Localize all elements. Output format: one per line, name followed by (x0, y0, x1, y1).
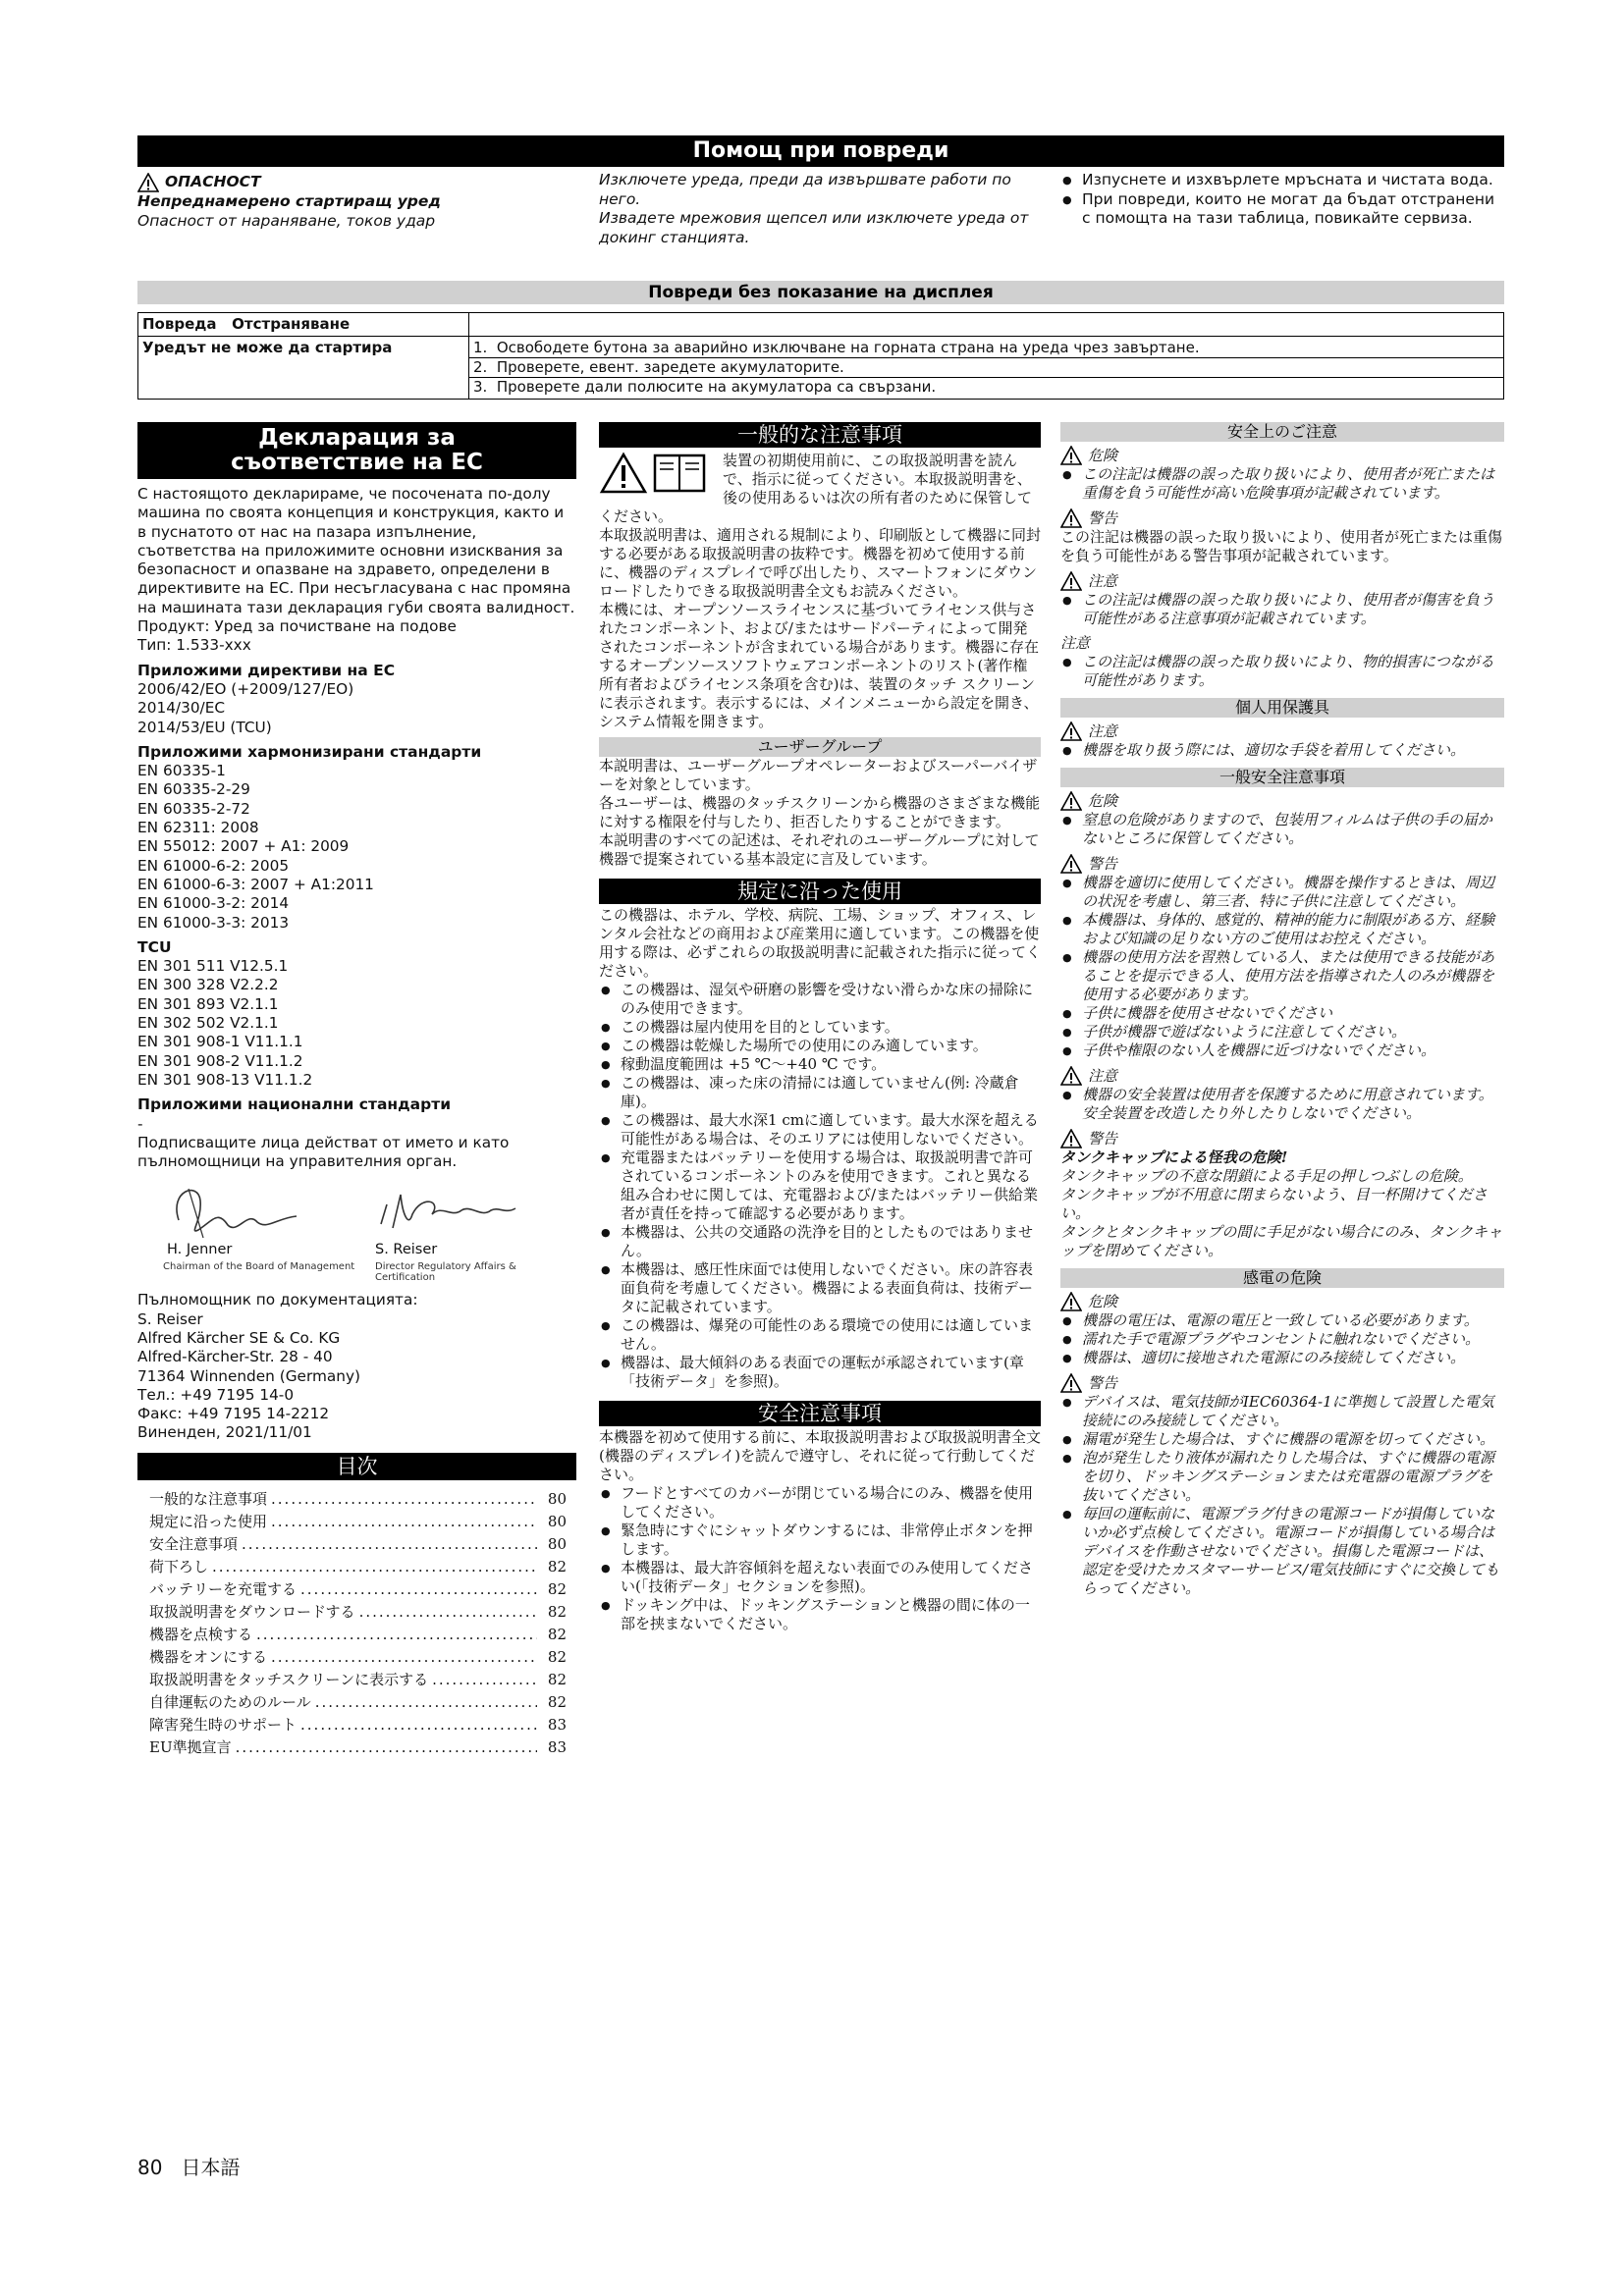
tank-line: タンクキャップが不用意に閉まらないよう、目一杯開けてください。 (1060, 1186, 1488, 1222)
toc-row[interactable]: 障害発生時のサポート ..... 83 (149, 1714, 567, 1736)
std-item: EN 61000-3-2: 2014 (137, 894, 290, 913)
list-item: ● 緊急時にすぐにシャットダウンするには、非常停止ボタンを押します。 (599, 1522, 1041, 1559)
list-item: ● この機器は、最大水深1 cmに適しています。最大水深を超える可能性がある場合は、そのエリアには使用しないでください。 (599, 1111, 1041, 1148)
warning-triangle-icon (1060, 854, 1082, 874)
warning-triangle-icon (1060, 721, 1082, 741)
doc-head: Пълномощник по документацията: (137, 1291, 418, 1309)
tcu-item: EN 302 502 V2.1.1 (137, 1014, 279, 1033)
std-item: EN 61000-6-2: 2005 (137, 856, 290, 875)
page (137, 135, 1504, 1756)
std-item: EN 61000-6-3: 2007 + A1:2011 (137, 875, 374, 893)
signature-reiser (373, 1185, 520, 1240)
intended-list (599, 981, 1041, 1391)
head-fix: Отстраняване (232, 315, 351, 333)
elec-warning-heading: 警告 (1088, 1373, 1118, 1392)
safety-title: 安全注意事項 (599, 1401, 1041, 1426)
toc-row[interactable]: 規定に沿った使用 ..... 80 (149, 1511, 567, 1533)
list-item: ● 機器の電圧は、電源の電圧と一致している必要があります。 (1060, 1311, 1504, 1330)
right-column (1060, 422, 1504, 1598)
list-item: ● 稼動温度範囲は +5 ℃～+40 ℃ です。 (599, 1055, 1041, 1074)
toc-list (137, 1480, 576, 1759)
signatures (137, 1177, 576, 1285)
dir-item: 2006/42/EO (+2009/127/EO) (137, 679, 354, 698)
list-item: ● 充電器またはバッテリーを使用する場合は、取扱説明書で許可されているコンポーネントのみを使用できます。これと異なる組み合わせに関しては、充電器および/またはバッテリー供給業者が責任を持って確認する必要があります。 (599, 1148, 1041, 1223)
general-body (599, 452, 1041, 731)
gen-safety-title: 一般安全注意事項 (1060, 768, 1504, 787)
fault-help-block (137, 167, 1504, 281)
list-item: ● 子供が機器で遊ばないように注意してください。 (1060, 1023, 1504, 1041)
list-item: ● 毎回の運転前に、電源プラグ付きの電源コードが損傷していないか必ず点検してください。電源コードが損傷している場合はデバイスを作動させないでください。損傷した電源コードは、認定を受けたカスタマーサービス/電気技師にすぐに交換してもらってください。 (1060, 1505, 1504, 1598)
list-item: ● 機器の安全装置は使用者を保護するために用意されています。安全装置を改造したり外したりしないでください。 (1060, 1086, 1504, 1123)
dir-head: Приложими директиви на ЕС (137, 661, 396, 679)
std-item: EN 61000-3-3: 2013 (137, 913, 290, 932)
signature-jenner (159, 1181, 306, 1244)
list-item: ● 本機器は、感圧性床面では使用しないでください。床の許容表面負荷を考慮してください。機器による表面負荷は、技術データに記載されています。 (599, 1260, 1041, 1316)
tcu-item: EN 301 908-1 V11.1.1 (137, 1033, 303, 1051)
addr-line: Факс: +49 7195 14-2212 (137, 1405, 330, 1423)
tcu-item: EN 300 328 V2.2.2 (137, 976, 279, 994)
usergroup-p2: 各ユーザーは、機器のタッチスクリーンから機器のさまざまな機能に対する権限を付与したり、拒否したりすることができます。 (599, 794, 1041, 830)
tank-warning-heading: 警告 (1088, 1129, 1118, 1148)
warning-triangle-icon (1060, 508, 1082, 528)
fix-cell: 1. Освободете бутона за аварийно изключване на горната страна на уреда чрез завъртане. 2. Проверете, евент. заредете акумулаторите. 3. Проверете дали полюсите на акумулатора са свързани. (469, 337, 1504, 400)
general-p1: 装置の初期使用前に、この取扱説明書を読んで、指示に従ってください。本取扱説明書を、後の使用あるいは次の所有者のために保管してください。 (599, 452, 1033, 525)
toc-row[interactable]: EU準拠宣言 ..... 83 (149, 1736, 567, 1759)
decl-intro: С настоящото декларираме, че посочената по-долу машина по своята концепция и конструкция, както и в пуснатото от нас на пазара изпълнение, съответства на приложимите основни изисквания за безопасност и опазване на здравето, определени в директивите на ЕС. При несъгласувана с нас промяна на машината тази декларация губи своята валидност. (137, 485, 575, 616)
addr-line: S. Reiser (137, 1309, 203, 1328)
list-item: ● 機器は、適切に接地された電源にのみ接続してください。 (1060, 1349, 1504, 1367)
page-number: 80 (137, 2156, 163, 2179)
tcu-item: EN 301 908-13 V11.1.2 (137, 1070, 313, 1089)
list-item: ● 泡が発生したり液体が漏れたりした場合は、すぐに機器の電源を切り、ドッキングステーションまたは充電器の電源プラグを抜いてください。 (1060, 1449, 1504, 1505)
toc-row[interactable]: 取扱説明書をタッチスクリーンに表示する ..... 82 (149, 1669, 567, 1691)
list-item: ● 機器を取り扱う際には、適切な手袋を着用してください。 (1060, 741, 1504, 760)
addr-line: Виненден, 2021/11/01 (137, 1423, 312, 1442)
addr-line: Тел.: +49 7195 14-0 (137, 1385, 295, 1404)
caution-heading: 注意 (1088, 571, 1118, 590)
intended-intro: この機器は、ホテル、学校、病院、工場、ショップ、オフィス、レンタル会社などの商用および産業用に適しています。この機器を使用する際は、必ずこれらの取扱説明書に記載された指示に従ってください。 (599, 906, 1042, 980)
danger-col (137, 173, 569, 231)
usergroup-title: ユーザーグループ (599, 737, 1041, 757)
list-item: ● 機器は、最大傾斜のある表面での運転が承認されています(章「技術データ」を参照)。 (599, 1354, 1041, 1391)
list-item: ● ドッキング中は、ドッキングステーションと機器の間に体の一部を挟まないでください。 (599, 1596, 1041, 1633)
tcu-head: TCU (137, 937, 172, 956)
warning-triangle-icon (1060, 791, 1082, 811)
decl-body (137, 485, 576, 1171)
list-item: ● 機器の使用方法を習熟している人、または使用できる技能があることを提示できる人、使用方法を指導された人のみが機器を使用する必要があります。 (1060, 948, 1504, 1004)
list-item: ● この機器は、凍った床の清掃には適していません(例: 冷蔵倉庫)。 (599, 1074, 1041, 1111)
warning-triangle-icon (1060, 1129, 1082, 1148)
ppe-caution-heading: 注意 (1088, 721, 1118, 740)
list-item: ● この機器は乾燥した場所での使用にのみ適しています。 (599, 1037, 1041, 1055)
usergroup-p3: 本説明書のすべての記述は、それぞれのユーザーグループに対して機器で提案されている基本設定に言及しています。 (599, 831, 1040, 868)
list-item: ● この機器は、湿気や研磨の影響を受けない滑らかな床の掃除にのみ使用できます。 (599, 981, 1041, 1018)
fault-right-col (1060, 171, 1502, 229)
toc-row[interactable]: 機器をオンにする ..... 82 (149, 1646, 567, 1669)
general-p2: 本取扱説明書は、適用される規制により、印刷版として機器に同封する必要がある取扱説明書の抜粋です。機器を初めて使用する前に、機器のディスプレイで呼び出したり、スマートフォンにダウンロードしたりできる取扱説明書全文もお読みください。 (599, 526, 1042, 600)
tcu-item: EN 301 893 V2.1.1 (137, 994, 279, 1013)
faults-table (137, 312, 1504, 400)
addr-line: Alfred Kärcher SE & Co. KG (137, 1328, 341, 1347)
language-label: 日本語 (181, 2156, 241, 2179)
faults-title: Повреди без показание на дисплея (137, 281, 1504, 304)
safety-intro: 本機器を初めて使用する前に、本取扱説明書および取扱説明書全文(機器のディスプレイ)を読んで遵守し、それに従って行動してください。 (599, 1428, 1042, 1483)
warning-triangle-icon (1060, 571, 1082, 591)
intended-title: 規定に沿った使用 (599, 879, 1041, 904)
warning-triangle-icon (137, 173, 159, 192)
usergroup-p1: 本説明書は、ユーザーグループオペレーターおよびスーパーバイザーを対象としています。 (599, 757, 1038, 793)
fault-cell: Уредът не може да стартира (138, 337, 469, 400)
head-fault: Повреда (142, 315, 217, 333)
list-item: ● デバイスは、電気技師がIEC60364-1に準拠して設置した電気接続にのみ接続してください。 (1060, 1393, 1504, 1430)
toc-row[interactable]: バッテリーを充電する ..... 82 (149, 1578, 567, 1601)
list-item: ● この機器は、爆発の可能性のある環境での使用には適していません。 (599, 1316, 1041, 1354)
middle-column (599, 422, 1041, 1633)
list-item: ● 漏電が発生した場合は、すぐに機器の電源を切ってください。 (1060, 1430, 1504, 1449)
list-item: ● 本機器は、公共の交通路の洗浄を目的としたものではありません。 (599, 1223, 1041, 1260)
warning-triangle-icon (1060, 1373, 1082, 1393)
decl-title: Декларация за съответствие на ЕС (137, 422, 576, 479)
list-item: ● При повреди, които не могат да бъдат отстранени с помощта на тази таблица, повикайте сервиза. (1060, 190, 1502, 229)
signer1-role: Chairman of the Board of Management (163, 1261, 355, 1273)
table-header-row (138, 313, 1504, 337)
addr-line: 71364 Winnenden (Germany) (137, 1366, 360, 1385)
warning-text: この注記は機器の誤った取り扱いにより、使用者が死亡または重傷を負う可能性がある警告事項が記載されています。 (1060, 528, 1503, 564)
list-item: ● この注記は機器の誤った取り扱いにより、物的損害につながる可能性があります。 (1060, 653, 1504, 690)
tank-line: タンクとタンクキャップの間に手足がない場合にのみ、タンクキャップを閉めてください。 (1060, 1223, 1503, 1259)
toc-title: 目次 (137, 1453, 576, 1480)
list-item: ● 機器を適切に使用してください。機器を操作するときは、周辺の状況を考慮し、第三者、特に子供に注意してください。 (1060, 874, 1504, 911)
dir-item: 2014/30/EC (137, 699, 226, 718)
toc-row[interactable]: 取扱説明書をダウンロードする ..... 82 (149, 1601, 567, 1624)
std-item: EN 60335-2-72 (137, 799, 250, 818)
std-item: EN 60335-2-29 (137, 780, 250, 799)
toc-row[interactable]: 一般的な注意事項 ..... 80 (149, 1488, 567, 1511)
fault-mid-col (599, 171, 1041, 247)
list-item: ● Изпуснете и изхвърлете мръсната и чистата вода. (1060, 171, 1502, 190)
std-item: EN 55012: 2007 + A1: 2009 (137, 837, 350, 856)
general-title: 一般的な注意事項 (599, 422, 1041, 448)
signer1-name: H. Jenner (167, 1242, 233, 1258)
toc-row[interactable]: 安全注意事項 ..... 80 (149, 1533, 567, 1556)
addr-line: Alfred-Kärcher-Str. 28 - 40 (137, 1348, 333, 1366)
list-item: ● 本機器は、最大許容傾斜を超えない表面でのみ使用してください(「技術データ」セクションを参照)。 (599, 1559, 1041, 1596)
levels-title: 安全上のご注意 (1060, 422, 1504, 442)
dir-item: 2014/53/EU (TCU) (137, 718, 272, 736)
notice-heading: 注意 (1060, 634, 1091, 652)
list-item: ● 窒息の危険がありますので、包装用フィルムは子供の手の届かないところに保管してください。 (1060, 811, 1504, 848)
signer2-name: S. Reiser (375, 1242, 438, 1258)
decl-product: Продукт: Уред за почистване на подове (137, 617, 457, 636)
danger-text: Опасност от нараняване, токов удар (137, 211, 436, 230)
doc-agent (137, 1291, 576, 1442)
list-item: ● 子供や権限のない人を機器に近づけないでください。 (1060, 1041, 1504, 1060)
list-item: ● 濡れた手で電源プラグやコンセントに触れないでください。 (1060, 1330, 1504, 1349)
list-item: ● フードとすべてのカバーが閉じている場合にのみ、機器を使用してください。 (599, 1484, 1041, 1522)
list-item: ● この注記は機器の誤った取り扱いにより、使用者が死亡または重傷を負う可能性が高い危険事項が記載されています。 (1060, 465, 1504, 503)
tank-head: タンクキャップによる怪我の危険! (1060, 1148, 1288, 1166)
left-column (137, 422, 576, 1759)
manual-icons (599, 452, 717, 499)
safety-list (599, 1484, 1041, 1633)
nat-item: - (137, 1114, 143, 1133)
manual-book-icon (652, 452, 707, 495)
tcu-item: EN 301 908-2 V11.1.2 (137, 1051, 303, 1070)
page-footer (137, 2152, 241, 2180)
gen-caution-heading: 注意 (1088, 1066, 1118, 1085)
list-item: ● この機器は屋内使用を目的としています。 (599, 1018, 1041, 1037)
signer2-role: Director Regulatory Affairs & Certification (375, 1261, 516, 1284)
warning-heading: 警告 (1088, 508, 1118, 527)
nat-head: Приложими национални стандарти (137, 1095, 452, 1114)
gen-warning-heading: 警告 (1088, 854, 1118, 873)
danger-bold: Непреднамерено стартиращ уред (137, 192, 441, 210)
ppe-title: 個人用保護具 (1060, 698, 1504, 718)
std-head: Приложими хармонизирани стандарти (137, 742, 482, 761)
warning-triangle-icon (1060, 1066, 1082, 1086)
warning-triangle-icon (1060, 446, 1082, 465)
sign-text: Подписващите лица действат от името и като пълномощници на управителния орган. (137, 1133, 510, 1171)
table-row (138, 337, 1504, 400)
section-title-fault-help: Помощ при повреди (137, 135, 1504, 167)
danger-label: ОПАСНОСТ (165, 173, 261, 191)
list-item: ● 本機器は、身体的、感覚的、精神的能力に制限がある方、経験および知識の足りない方のご使用はお控えください。 (1060, 911, 1504, 948)
elec-title: 感電の危険 (1060, 1268, 1504, 1288)
mid-text-2: Извадете мрежовия щепсел или изключете уреда от докинг станцията. (599, 209, 1029, 246)
mid-text-1: Изключете уреда, преди да извършвате работи по него. (599, 171, 1011, 208)
toc-row[interactable]: 荷下ろし ..... 82 (149, 1556, 567, 1578)
danger-heading: 危険 (1088, 446, 1118, 464)
list-item: ● 子供に機器を使用させないでください (1060, 1004, 1504, 1023)
decl-type: Тип: 1.533-xxx (137, 636, 251, 655)
toc-row[interactable]: 機器を点検する ..... 82 (149, 1624, 567, 1646)
gen-danger-heading: 危険 (1088, 791, 1118, 810)
std-item: EN 62311: 2008 (137, 819, 259, 837)
elec-danger-heading: 危険 (1088, 1292, 1118, 1310)
tank-line: タンクキャップの不意な閉鎖による手足の押しつぶしの危険。 (1060, 1167, 1473, 1185)
list-item: ● この注記は機器の誤った取り扱いにより、使用者が傷害を負う可能性がある注意事項が記載されています。 (1060, 591, 1504, 628)
tcu-item: EN 301 511 V12.5.1 (137, 957, 289, 976)
warning-triangle-icon (599, 452, 648, 495)
std-item: EN 60335-1 (137, 762, 226, 780)
general-p3: 本機には、オープンソースライセンスに基づいてライセンス供与されたコンポーネント、および/またはサードパーティによって開発されたコンポーネントが含まれている場合があります。機器に存在するオープンソースソフトウェアコンポーネントのリスト(著作権所有者およびライセンス条項を含む)は、装置のタッチ スクリーンに表示されます。表示するには、メインメニューから設定を開き、システム情報を開きます。 (599, 601, 1040, 730)
toc-row[interactable]: 自律運転のためのルール ..... 82 (149, 1691, 567, 1714)
warning-triangle-icon (1060, 1292, 1082, 1311)
